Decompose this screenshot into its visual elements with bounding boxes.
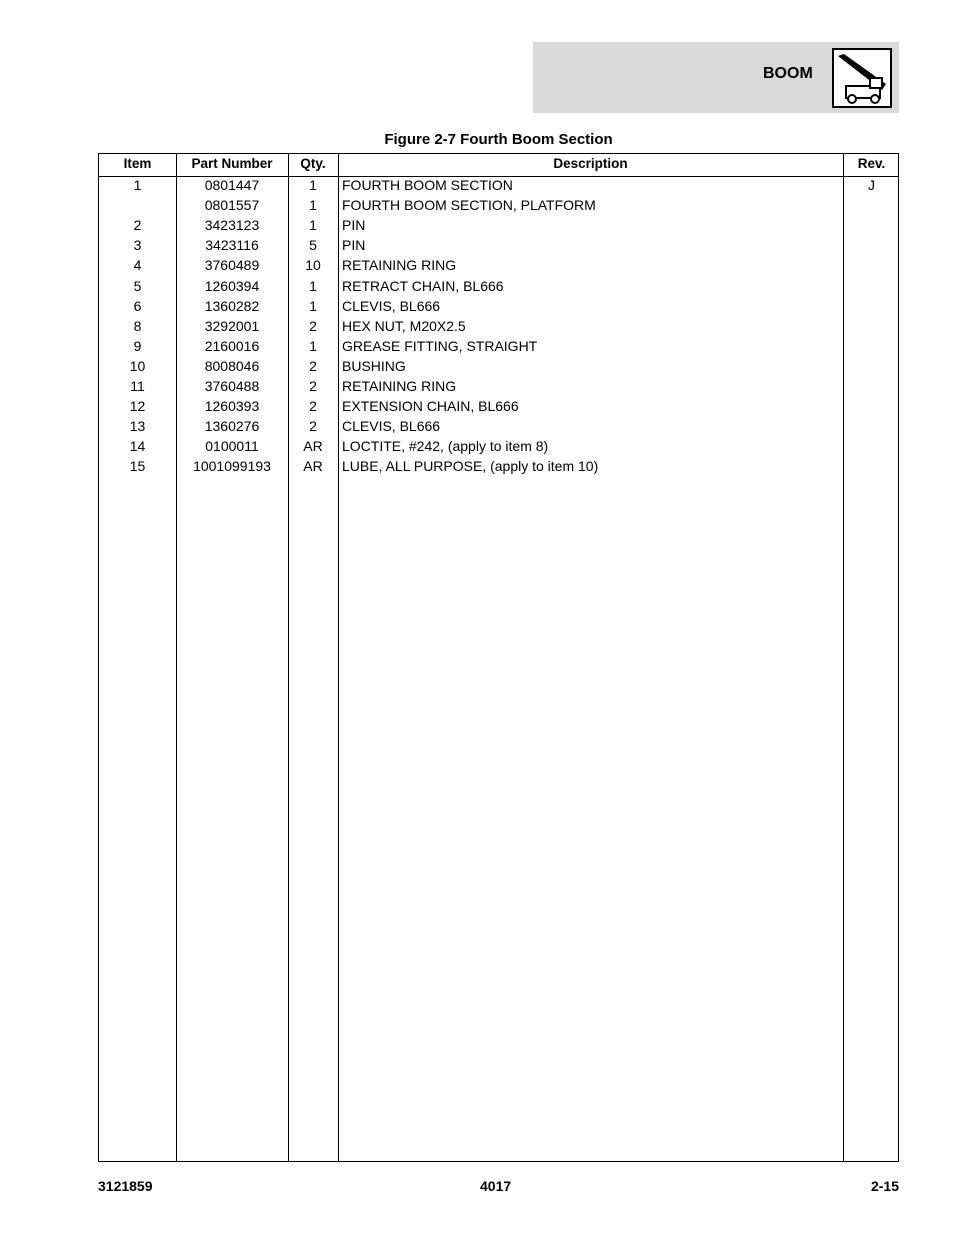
cell-description: LUBE, ALL PURPOSE, (apply to item 10) [342, 458, 599, 475]
table-row [99, 336, 898, 356]
table-row [99, 175, 898, 195]
cell-part-number: 0100011 [205, 438, 259, 455]
cell-qty: 1 [309, 177, 317, 193]
cell-description: HEX NUT, M20X2.5 [342, 317, 466, 334]
cell-part-number: 3423116 [205, 237, 259, 254]
table-row [99, 255, 898, 275]
column-header-qty: Qty. [300, 156, 326, 171]
cell-qty: 1 [309, 277, 317, 294]
cell-part-number: 3292001 [204, 317, 260, 334]
table-row [99, 376, 898, 396]
cell-rev [843, 296, 900, 316]
cell-qty: 2 [309, 378, 317, 394]
cell-rev [843, 215, 900, 235]
cell-part-number: 3760489 [204, 257, 260, 274]
table-row [99, 195, 898, 215]
cell-part-number: 3760488 [204, 378, 260, 394]
table-row [99, 396, 898, 416]
cell-part-number: 1260394 [204, 277, 260, 294]
cell-description: RETRACT CHAIN, BL666 [342, 277, 504, 294]
column-header-description: Description [553, 156, 628, 171]
cell-item: 2 [133, 217, 142, 234]
section-label: BOOM [763, 65, 813, 82]
cell-rev [843, 255, 900, 275]
cell-description: RETAINING RING [342, 378, 457, 394]
footer-document-number: 3121859 [98, 1178, 153, 1194]
cell-rev [843, 316, 900, 336]
cell-rev [843, 376, 900, 396]
cell-item: 11 [130, 378, 145, 394]
cell-description: FOURTH BOOM SECTION [342, 177, 513, 193]
column-header-part-number: Part Number [191, 156, 273, 171]
cell-rev [843, 416, 900, 436]
cell-item: 3 [133, 237, 142, 254]
cell-qty: 10 [305, 257, 321, 274]
cell-qty: 2 [309, 418, 317, 435]
cell-description: LOCTITE, #242, (apply to item 8) [342, 438, 549, 455]
cell-description: GREASE FITTING, STRAIGHT [342, 337, 538, 354]
cell-item: 8 [133, 317, 142, 334]
table-row [99, 356, 898, 376]
cell-rev [843, 356, 900, 376]
cell-rev [843, 336, 900, 356]
cell-part-number: 2160016 [204, 337, 260, 354]
cell-description: CLEVIS, BL666 [342, 297, 441, 314]
cell-qty: AR [303, 438, 323, 455]
footer-model-number: 4017 [480, 1178, 512, 1194]
column-header-rev: Rev. [857, 156, 886, 171]
table-row [99, 235, 898, 255]
cell-item: 1 [133, 177, 142, 193]
cell-item: 9 [133, 337, 142, 354]
cell-description: EXTENSION CHAIN, BL666 [342, 398, 519, 415]
table-row [99, 316, 898, 336]
cell-item: 10 [129, 357, 146, 374]
column-header-item: Item [123, 156, 152, 171]
cell-rev [843, 235, 900, 255]
boom-lift-icon [832, 48, 892, 108]
table-row [99, 215, 898, 235]
cell-part-number: 1360276 [204, 418, 260, 435]
cell-qty: 1 [309, 217, 317, 234]
cell-item: 5 [133, 277, 142, 294]
cell-rev: J [868, 177, 875, 193]
cell-qty: 2 [309, 357, 317, 374]
cell-part-number: 1360282 [204, 297, 260, 314]
cell-qty: 2 [309, 398, 317, 415]
cell-description: CLEVIS, BL666 [342, 418, 441, 435]
cell-rev [843, 396, 900, 416]
table-row [99, 276, 898, 296]
cell-qty: 5 [309, 237, 317, 254]
table-row [99, 436, 898, 456]
cell-item: 12 [129, 398, 146, 415]
figure-title: Figure 2-7 Fourth Boom Section [384, 131, 613, 148]
table-row [99, 416, 898, 436]
cell-item: 4 [133, 257, 142, 274]
cell-qty: 1 [309, 337, 317, 354]
cell-qty: AR [303, 458, 323, 475]
cell-part-number: 1260393 [204, 398, 260, 415]
cell-description: RETAINING RING [342, 257, 457, 274]
cell-part-number: 0801557 [204, 197, 260, 214]
cell-item: 15 [129, 458, 146, 475]
cell-item: 6 [133, 297, 142, 314]
cell-part-number: 0801447 [204, 177, 260, 193]
cell-item: 14 [129, 438, 146, 455]
cell-qty: 1 [309, 297, 317, 314]
cell-description: PIN [342, 217, 366, 234]
cell-rev [843, 276, 900, 296]
cell-part-number: 3423123 [204, 217, 260, 234]
cell-description: PIN [342, 237, 366, 254]
cell-description: FOURTH BOOM SECTION, PLATFORM [342, 197, 596, 214]
cell-qty: 2 [309, 317, 317, 334]
table-row [99, 456, 898, 476]
table-row [99, 296, 898, 316]
cell-rev [843, 195, 900, 215]
cell-item: 13 [129, 418, 146, 435]
cell-part-number: 8008046 [204, 357, 260, 374]
footer-page-number: 2-15 [870, 1178, 899, 1194]
parts-table [98, 153, 899, 1162]
cell-qty: 1 [309, 197, 317, 214]
cell-rev [843, 456, 900, 476]
cell-rev [843, 436, 900, 456]
cell-item [99, 195, 176, 215]
cell-description: BUSHING [342, 357, 406, 374]
cell-part-number: 1001099193 [193, 458, 271, 475]
